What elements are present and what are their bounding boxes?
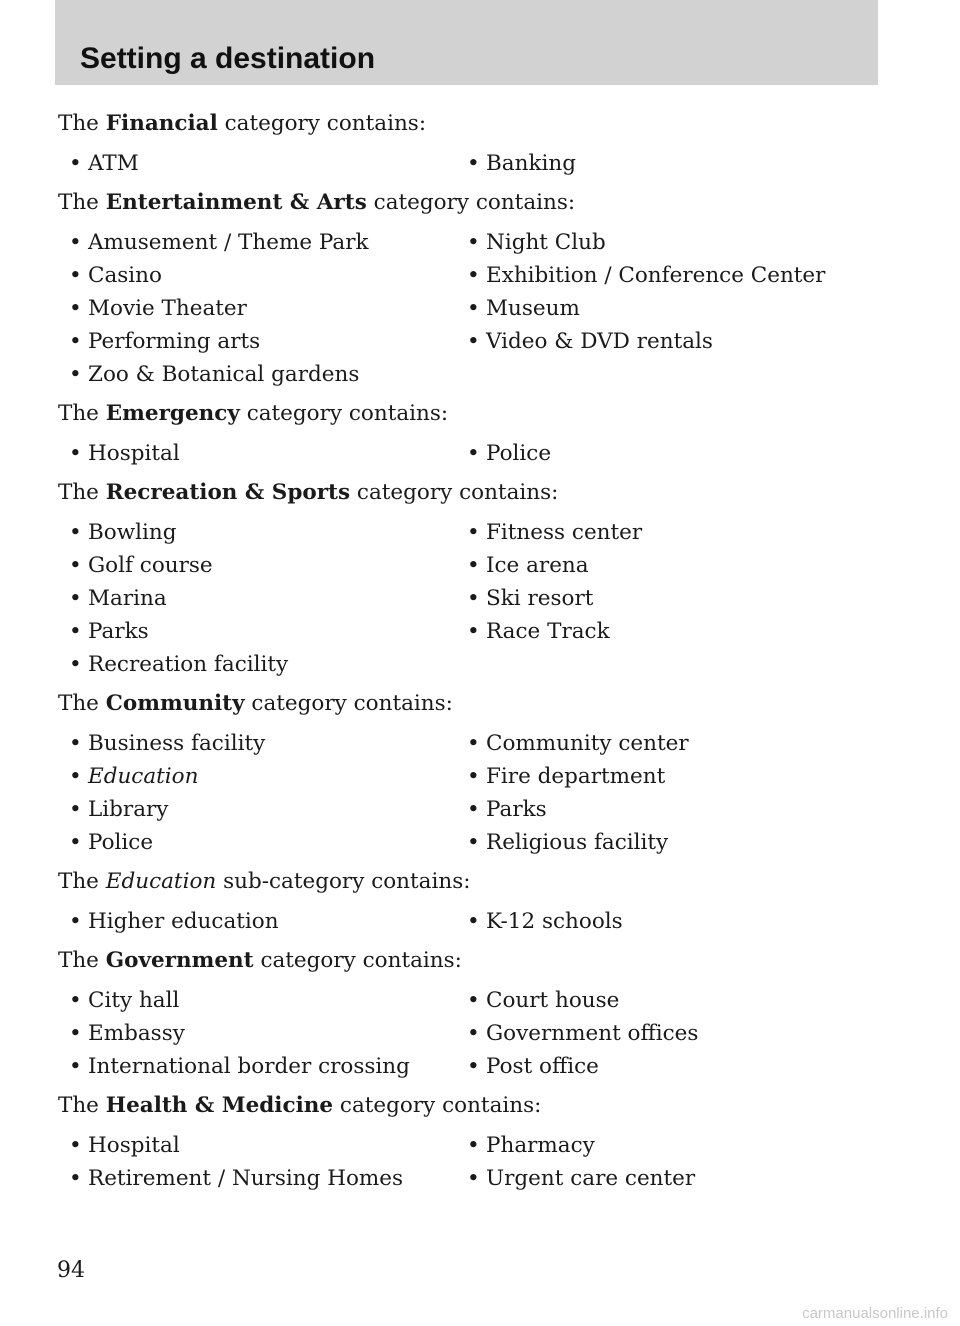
intro-prefix: The — [58, 480, 99, 505]
list-item-text: Court house — [486, 988, 620, 1013]
bullet-icon: • — [467, 830, 480, 855]
list-item — [58, 549, 467, 582]
category-items — [58, 437, 878, 470]
list-item-text: Fitness center — [486, 520, 643, 545]
list-item-text: Post office — [486, 1054, 599, 1079]
list-item — [58, 727, 467, 760]
category-items — [58, 226, 878, 391]
list-item — [467, 905, 878, 938]
list-item-text: Urgent care center — [486, 1166, 696, 1191]
bullet-icon: • — [69, 151, 82, 176]
list-item-text: Night Club — [486, 230, 606, 255]
list-item-text: Ice arena — [486, 553, 589, 578]
list-item-text: K-12 schools — [486, 909, 623, 934]
list-item — [467, 147, 878, 180]
intro-suffix: sub-category contains: — [223, 869, 471, 894]
list-item-text: Hospital — [88, 1133, 180, 1158]
list-item-text: Bowling — [88, 520, 177, 545]
list-item-text: Pharmacy — [486, 1133, 595, 1158]
bullet-icon: • — [69, 230, 82, 255]
bullet-icon: • — [467, 797, 480, 822]
bullet-icon: • — [69, 586, 82, 611]
list-item — [58, 826, 467, 859]
list-item-text: Ski resort — [486, 586, 594, 611]
intro-prefix: The — [58, 691, 99, 716]
list-item-text: Video & DVD rentals — [486, 329, 713, 354]
list-item — [58, 147, 467, 180]
list-item-text: Parks — [486, 797, 547, 822]
category-name: Financial — [105, 111, 218, 136]
category-items — [58, 984, 878, 1083]
list-item — [58, 226, 467, 259]
list-item-text: International border crossing — [88, 1054, 410, 1079]
category-intro — [58, 107, 878, 147]
bullet-icon: • — [69, 441, 82, 466]
category-name: Health & Medicine — [105, 1093, 334, 1118]
list-item — [467, 325, 878, 358]
empty-cell — [467, 358, 878, 391]
list-item-text: Amusement / Theme Park — [88, 230, 369, 255]
list-item-text: Museum — [486, 296, 580, 321]
intro-suffix: category contains: — [246, 401, 449, 426]
category-name: Government — [105, 948, 254, 973]
category-list — [58, 107, 878, 1201]
list-item — [58, 984, 467, 1017]
category-intro — [58, 186, 878, 226]
list-item — [58, 905, 467, 938]
category-intro — [58, 476, 878, 516]
list-item — [467, 549, 878, 582]
bullet-icon: • — [69, 263, 82, 288]
bullet-icon: • — [467, 731, 480, 756]
list-item — [58, 325, 467, 358]
intro-suffix: category contains: — [251, 691, 453, 716]
category-items — [58, 147, 878, 180]
bullet-icon: • — [467, 151, 480, 176]
list-item-text: Business facility — [88, 731, 266, 756]
bullet-icon: • — [69, 1133, 82, 1158]
list-item-text: Movie Theater — [88, 296, 247, 321]
bullet-icon: • — [69, 362, 82, 387]
category-intro — [58, 687, 878, 727]
list-item-text: Embassy — [88, 1021, 185, 1046]
list-item-text: Golf course — [88, 553, 213, 578]
intro-prefix: The — [58, 948, 99, 973]
list-item — [467, 259, 878, 292]
list-item-text: Zoo & Botanical gardens — [88, 362, 360, 387]
bullet-icon: • — [69, 1021, 82, 1046]
list-item — [467, 226, 878, 259]
bullet-icon: • — [69, 1166, 82, 1191]
list-item-text: Retirement / Nursing Homes — [88, 1166, 404, 1191]
list-item-text: Education — [88, 764, 199, 789]
list-item-text: Marina — [88, 586, 167, 611]
list-item — [58, 582, 467, 615]
list-item — [467, 292, 878, 325]
intro-suffix: category contains: — [260, 948, 462, 973]
bullet-icon: • — [69, 764, 82, 789]
list-item — [467, 727, 878, 760]
list-item — [58, 259, 467, 292]
bullet-icon: • — [69, 731, 82, 756]
bullet-icon: • — [467, 1133, 480, 1158]
list-item-text: Police — [486, 441, 552, 466]
list-item — [467, 437, 878, 470]
list-item-text: Higher education — [88, 909, 279, 934]
list-item-text: Exhibition / Conference Center — [486, 263, 826, 288]
intro-prefix: The — [58, 1093, 99, 1118]
bullet-icon: • — [467, 230, 480, 255]
bullet-icon: • — [467, 263, 480, 288]
category-intro — [58, 1089, 878, 1129]
bullet-icon: • — [467, 553, 480, 578]
intro-suffix: category contains: — [224, 111, 427, 136]
list-item — [467, 793, 878, 826]
section-header-bar — [55, 0, 878, 85]
category-intro — [58, 397, 878, 437]
list-item — [467, 1129, 878, 1162]
list-item — [58, 760, 467, 793]
bullet-icon: • — [69, 909, 82, 934]
list-item-text: Police — [88, 830, 154, 855]
intro-prefix: The — [58, 111, 99, 136]
bullet-icon: • — [467, 619, 480, 644]
list-item — [58, 615, 467, 648]
bullet-icon: • — [467, 586, 480, 611]
bullet-icon: • — [467, 296, 480, 321]
category-intro — [58, 865, 878, 905]
list-item-text: Casino — [88, 263, 162, 288]
list-item-text: Hospital — [88, 441, 180, 466]
list-item — [467, 1050, 878, 1083]
list-item — [58, 793, 467, 826]
list-item — [467, 1162, 878, 1195]
bullet-icon: • — [69, 988, 82, 1013]
list-item — [467, 826, 878, 859]
list-item — [58, 358, 467, 391]
bullet-icon: • — [467, 1054, 480, 1079]
category-name: Recreation & Sports — [105, 480, 351, 505]
list-item-text: Community center — [486, 731, 689, 756]
category-name: Community — [105, 691, 245, 716]
list-item-text: Parks — [88, 619, 149, 644]
list-item-text: ATM — [88, 151, 139, 176]
category-name: Entertainment & Arts — [105, 190, 367, 215]
category-intro — [58, 944, 878, 984]
category-name: Education — [105, 869, 217, 894]
bullet-icon: • — [467, 1021, 480, 1046]
intro-prefix: The — [58, 401, 99, 426]
list-item-text: Library — [88, 797, 169, 822]
bullet-icon: • — [467, 909, 480, 934]
bullet-icon: • — [467, 1166, 480, 1191]
watermark: carmanualsonline.info — [802, 1305, 948, 1322]
list-item — [58, 437, 467, 470]
intro-prefix: The — [58, 190, 99, 215]
list-item-text: Religious facility — [486, 830, 669, 855]
bullet-icon: • — [69, 797, 82, 822]
category-items — [58, 905, 878, 938]
list-item-text: City hall — [88, 988, 180, 1013]
category-items — [58, 727, 878, 859]
bullet-icon: • — [467, 329, 480, 354]
list-item-text: Government offices — [486, 1021, 699, 1046]
bullet-icon: • — [69, 329, 82, 354]
bullet-icon: • — [69, 652, 82, 677]
intro-prefix: The — [58, 869, 99, 894]
page-number: 94 — [57, 1258, 85, 1283]
bullet-icon: • — [467, 441, 480, 466]
list-item — [58, 1129, 467, 1162]
empty-cell — [467, 648, 878, 681]
list-item — [58, 648, 467, 681]
bullet-icon: • — [467, 988, 480, 1013]
category-items — [58, 516, 878, 681]
list-item — [58, 1050, 467, 1083]
list-item — [467, 1017, 878, 1050]
bullet-icon: • — [69, 619, 82, 644]
page-title: Setting a destination — [80, 42, 376, 75]
list-item — [58, 1017, 467, 1050]
category-name: Emergency — [105, 401, 240, 426]
list-item — [58, 516, 467, 549]
bullet-icon: • — [69, 1054, 82, 1079]
list-item — [467, 582, 878, 615]
list-item — [467, 984, 878, 1017]
bullet-icon: • — [467, 764, 480, 789]
bullet-icon: • — [69, 520, 82, 545]
bullet-icon: • — [69, 830, 82, 855]
list-item — [467, 516, 878, 549]
bullet-icon: • — [69, 553, 82, 578]
intro-suffix: category contains: — [339, 1093, 542, 1118]
list-item-text: Banking — [486, 151, 576, 176]
list-item — [58, 292, 467, 325]
intro-suffix: category contains: — [373, 190, 576, 215]
category-items — [58, 1129, 878, 1195]
list-item — [58, 1162, 467, 1195]
list-item-text: Performing arts — [88, 329, 261, 354]
bullet-icon: • — [467, 520, 480, 545]
list-item-text: Fire department — [486, 764, 666, 789]
intro-suffix: category contains: — [356, 480, 559, 505]
list-item — [467, 615, 878, 648]
list-item-text: Race Track — [486, 619, 610, 644]
list-item-text: Recreation facility — [88, 652, 289, 677]
list-item — [467, 760, 878, 793]
bullet-icon: • — [69, 296, 82, 321]
